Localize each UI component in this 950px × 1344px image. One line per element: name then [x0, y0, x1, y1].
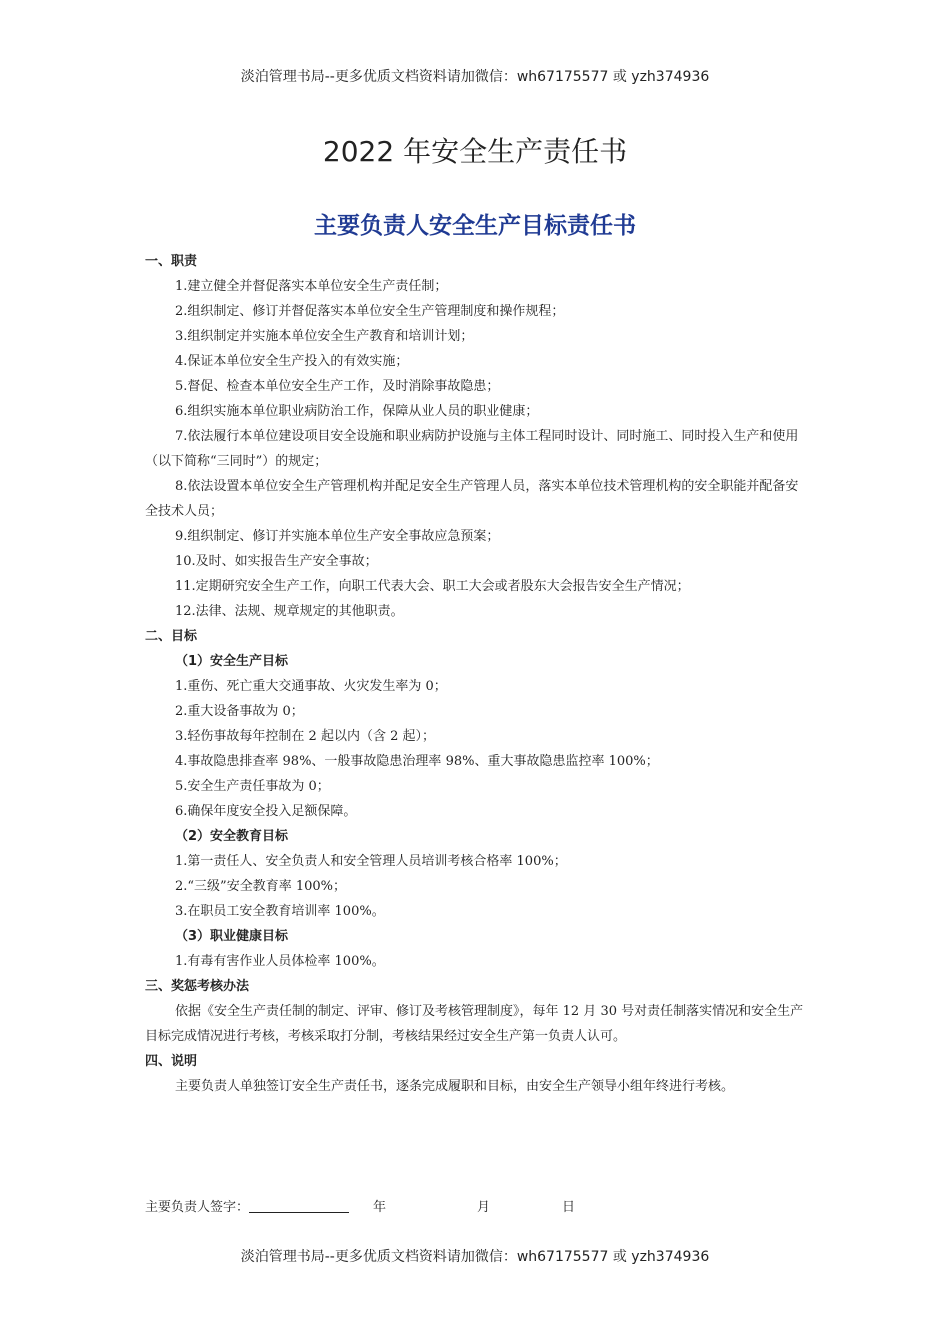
duty-item: 4.保证本单位安全生产投入的有效实施；: [175, 354, 409, 369]
signature-day: 日: [562, 1200, 576, 1215]
duty-item: 8.依法设置本单位安全生产管理机构并配足安全生产管理人员，落实本单位技术管理机构的安全职能并配备安全技术人员；: [145, 479, 799, 519]
goal-item: 5.安全生产责任事故为 0；: [175, 779, 330, 794]
goal-item: 4.事故隐患排查率 98%、一般事故隐患治理率 98%、重大事故隐患监控率 100%；: [175, 754, 659, 769]
section-heading-goals: 二、目标: [145, 629, 198, 644]
goal-item: 2.重大设备事故为 0；: [175, 704, 304, 719]
goal-item: 1.第一责任人、安全负责人和安全管理人员培训考核合格率 100%；: [175, 854, 567, 869]
signature-label: [145, 1195, 349, 1220]
duty-item: 3.组织制定并实施本单位安全生产教育和培训计划；: [175, 329, 474, 344]
section-heading-assessment: 三、奖惩考核办法: [145, 979, 250, 994]
duty-item: 7.依法履行本单位建设项目安全设施和职业病防护设施与主体工程同时设计、同时施工、同时投入生产和使用（以下简称“三同时”）的规定；: [145, 429, 799, 469]
document-title: 2022 年安全生产责任书: [322, 135, 628, 168]
subheading-education-goals: （2）安全教育目标: [175, 829, 289, 844]
signature-label-text: 主要负责人签字：: [145, 1200, 250, 1215]
goal-item: 1.有毒有害作业人员体检率 100%。: [175, 954, 385, 969]
signature-year: 年: [373, 1200, 387, 1215]
goal-item: 1.重伤、死亡重大交通事故、火灾发生率为 0；: [175, 679, 447, 694]
subheading-health-goals: （3）职业健康目标: [175, 929, 289, 944]
duty-item: 2.组织制定、修订并督促落实本单位安全生产管理制度和操作规程；: [175, 304, 565, 319]
goal-item: 2.“三级”安全教育率 100%；: [175, 879, 346, 894]
goal-item: 6.确保年度安全投入足额保障。: [175, 804, 357, 819]
page-header: 淡泊管理书局--更多优质文档资料请加微信：wh67175577 或 yzh374936: [240, 69, 710, 85]
section-heading-duties: 一、职责: [145, 254, 198, 269]
subheading-safety-goals: （1）安全生产目标: [175, 654, 289, 669]
duty-item: 5.督促、检查本单位安全生产工作，及时消除事故隐患；: [175, 379, 500, 394]
duty-item: 11.定期研究安全生产工作，向职工代表大会、职工大会或者股东大会报告安全生产情况；: [175, 579, 690, 594]
goal-item: 3.在职员工安全教育培训率 100%。: [175, 904, 385, 919]
duty-item: 10.及时、如实报告生产安全事故；: [175, 554, 378, 569]
assessment-paragraph: 依据《安全生产责任制的制定、评审、修订及考核管理制度》，每年 12 月 30 号对责任制落实情况和安全生产目标完成情况进行考核，考核采取打分制，考核结果经过安全生产第一负责人认可。: [145, 1004, 804, 1044]
duty-item: 9.组织制定、修订并实施本单位生产安全事故应急预案；: [175, 529, 500, 544]
duty-item: 6.组织实施本单位职业病防治工作，保障从业人员的职业健康；: [175, 404, 539, 419]
duty-item: 1.建立健全并督促落实本单位安全生产责任制；: [175, 279, 448, 294]
goal-item: 3.轻伤事故每年控制在 2 起以内（含 2 起）；: [175, 729, 435, 744]
page-footer: 淡泊管理书局--更多优质文档资料请加微信：wh67175577 或 yzh374936: [240, 1249, 710, 1265]
notes-paragraph: 主要负责人单独签订安全生产责任书，逐条完成履职和目标，由安全生产领导小组年终进行考核。: [175, 1079, 735, 1094]
section-heading-notes: 四、说明: [145, 1054, 198, 1069]
document-subtitle: 主要负责人安全生产目标责任书: [314, 213, 636, 239]
duty-item: 12.法律、法规、规章规定的其他职责。: [175, 604, 404, 619]
document-body: [145, 249, 805, 1099]
signature-blank[interactable]: [249, 1198, 349, 1213]
signature-month: 月: [477, 1200, 491, 1215]
signature-line: [145, 1195, 805, 1220]
